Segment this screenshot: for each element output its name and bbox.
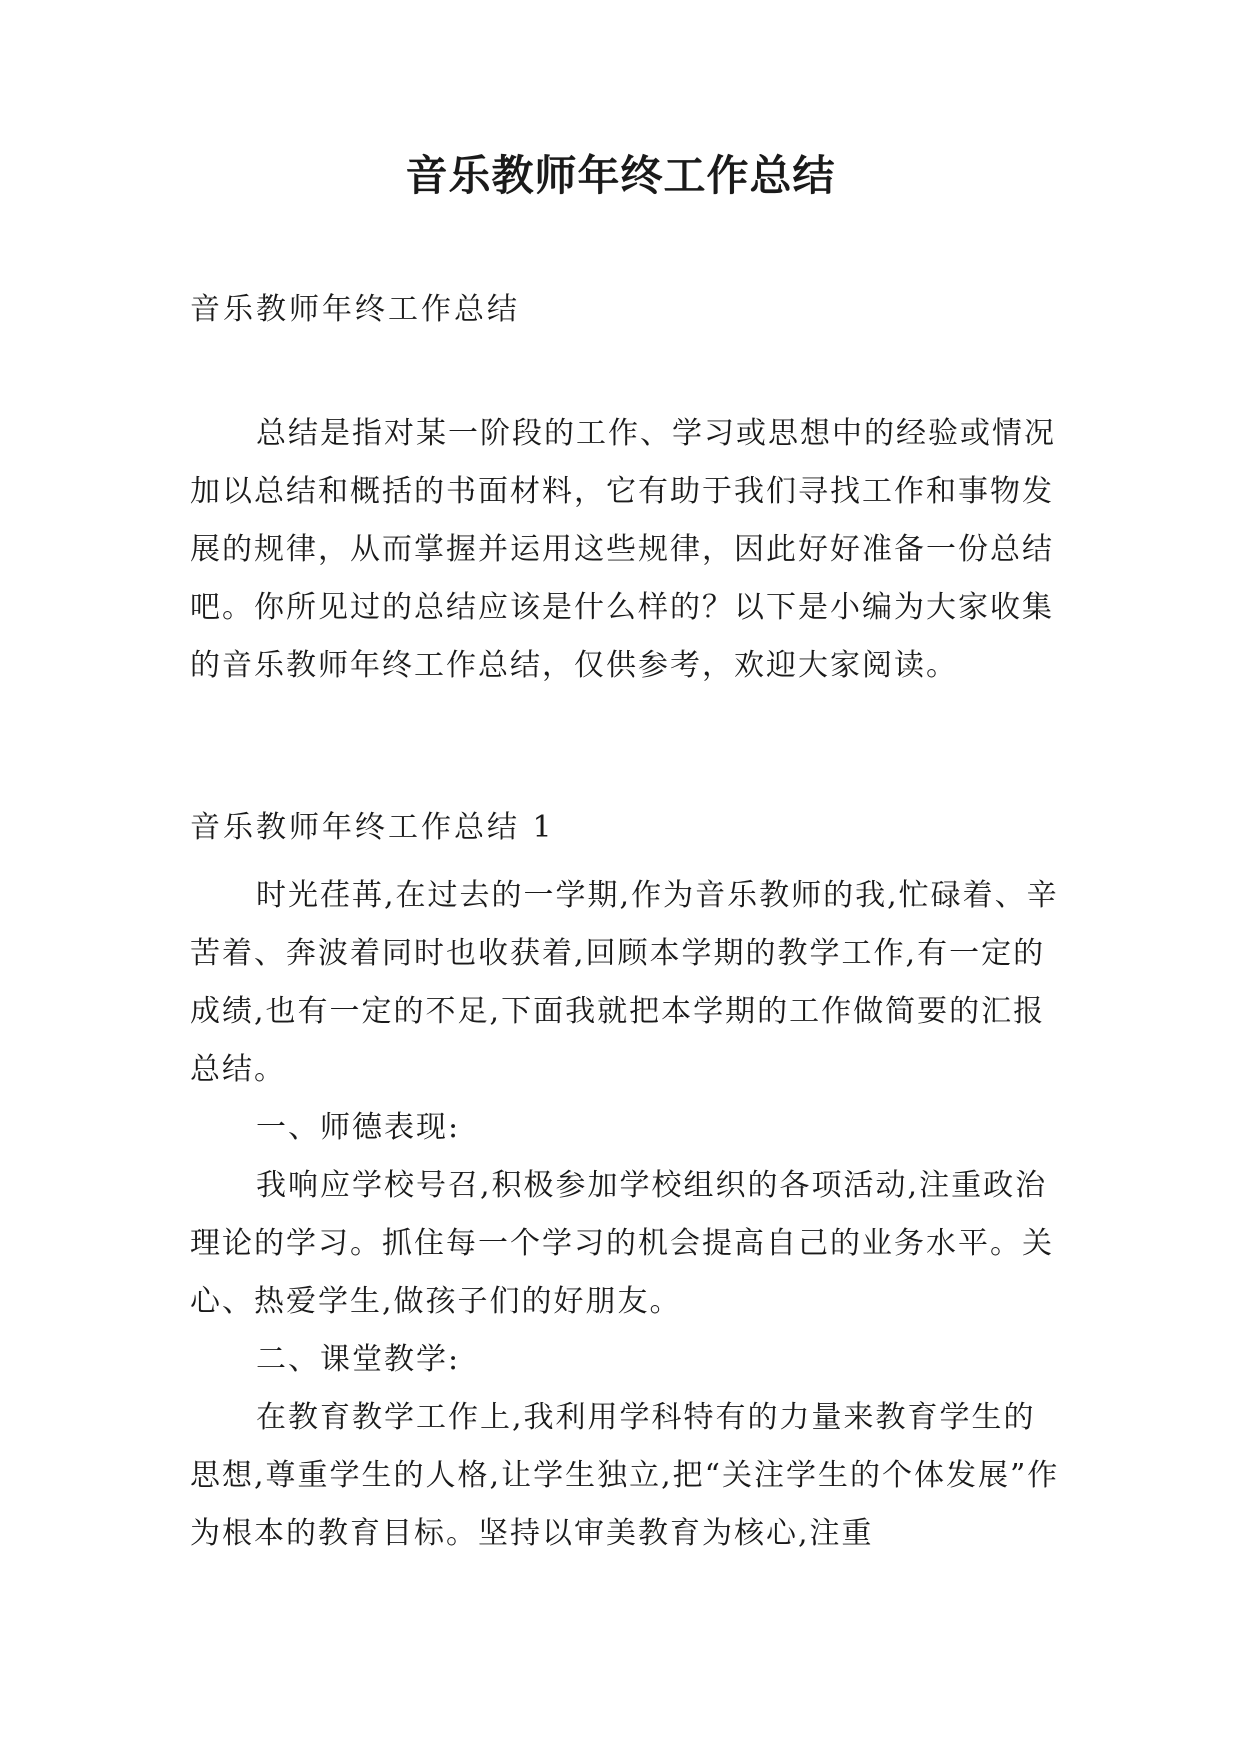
section-title: 音乐教师年终工作总结 1 <box>190 810 555 845</box>
document-title: 音乐教师年终工作总结 <box>405 151 836 200</box>
section-body <box>190 867 1060 1563</box>
body-paragraph-3: 在教育教学工作上,我利用学科特有的力量来教育学生的思想,尊重学生的人格,让学生独立,把“关注学生的个体发展”作为根本的教育目标。坚持以审美教育为核心,注重 <box>190 1400 1060 1551</box>
body-paragraph-2: 我响应学校号召,积极参加学校组织的各项活动,注重政治理论的学习。抓住每一个学习的机会提高自己的业务水平。关心、热爱学生,做孩子们的好朋友。 <box>190 1168 1054 1319</box>
body-paragraph-1: 时光荏苒,在过去的一学期,作为音乐教师的我,忙碌着、辛苦着、奔波着同时也收获着,回顾本学期的教学工作,有一定的成绩,也有一定的不足,下面我就把本学期的工作做简要的汇报总结。 <box>190 878 1059 1087</box>
heading-teacher-ethics: 一、师德表现: <box>256 1110 461 1145</box>
heading-classroom-teaching: 二、课堂教学: <box>256 1342 461 1377</box>
intro-paragraph: 总结是指对某一阶段的工作、学习或思想中的经验或情况加以总结和概括的书面材料，它有助于我们寻找工作和事物发展的规律，从而掌握并运用这些规律，因此好好准备一份总结吧。你所见过的总结应该是什么样的？以下是小编为大家收集的音乐教师年终工作总结，仅供参考，欢迎大家阅读。 <box>190 416 1056 683</box>
document-subtitle: 音乐教师年终工作总结 <box>190 292 520 327</box>
